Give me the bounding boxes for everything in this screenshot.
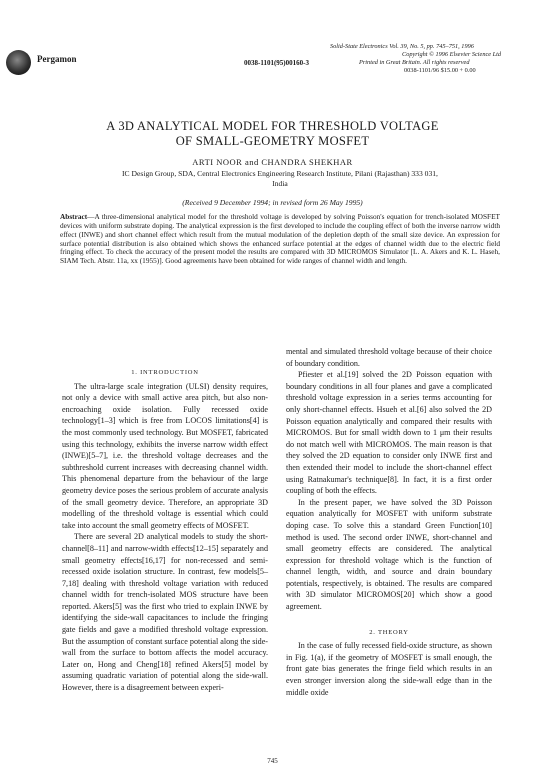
price-code: 0038-1101/96 $15.00 + 0.00 xyxy=(404,67,476,74)
printed-notice: Printed in Great Britain. All rights reserved xyxy=(359,59,470,66)
paper-title-line-2: OF SMALL-GEOMETRY MOSFET xyxy=(175,134,370,148)
authors: ARTI NOOR and CHANDRA SHEKHAR xyxy=(192,157,353,167)
issn-code: 0038-1101(95)00160-3 xyxy=(244,59,309,67)
affiliation xyxy=(60,169,500,189)
abstract-lead: Abstract xyxy=(60,212,88,221)
received-dates: (Received 9 December 1994; in revised form 26 May 1995) xyxy=(182,198,363,207)
theory-paragraph-1: In the case of fully recessed field-oxide structure, as shown in Fig. 1(a), if the geometry of MOSFET is small enough, the front gate bias generates the fringe field which results in an even stronger inversion along the side-wall edge than in the middle oxide xyxy=(286,641,492,697)
section-heading-introduction: 1. INTRODUCTION xyxy=(131,369,199,376)
abstract-text: —A three-dimensional analytical model for the threshold voltage is developed by solving Poisson's equation for trench-isolated MOSFET devices with uniform substrate doping. The analytical expression is the first developed to include the coupling effect of both the inverse narrow width effect (INWE) and short channel effect which result from the mutual modulation of the depletion depth of the small size device. An expression for surface potential distribution is also obtained which shows the enhanced surface potential at the edges of channel width due to the electric field fringing effect. To check the accuracy of the present model the results are compared with 3D MICROMOS Simulator [L. A. Akers and K. L. Haseh, SIAM Tech. Abstr. 11a, xx (1955)]. Good agreements have been obtained for wide ranges of channel width and length. xyxy=(60,212,500,266)
paper-title-line-1: A 3D ANALYTICAL MODEL FOR THRESHOLD VOLTAGE xyxy=(106,119,439,133)
intro-paragraph-1: The ultra-large scale integration (ULSI) density requires, not only a device with small active area pitch, but also non-encroaching oxide isolation. Fully recessed oxide technology[1–3] which is free from LOCOS limitations[4] is the most commonly used technology. But MOSFET, fabricated using this technology, exhibits the inverse narrow width effect (INWE)[5–7], i.e. the threshold voltage decreases and the subthreshold current increases with decreasing channel width. This phenomenal departure from the behaviour of the large geometry device poses the serious problem of accurate analysis of the small geometry device. Therefore, an appropriate 3D modelling of the threshold voltage is essential which could take into account the small geometry effects of MOSFET. xyxy=(62,381,268,530)
publisher-logo xyxy=(6,50,31,75)
intro-paragraph-2-continued: mental and simulated threshold voltage because of their choice of boundary condition. xyxy=(286,347,492,368)
affiliation-line-2: India xyxy=(272,179,288,188)
affiliation-line-1: IC Design Group, SDA, Central Electronics Engineering Research Institute, Pilani (Rajasthan) 333 031, xyxy=(122,169,438,178)
intro-paragraph-4: In the present paper, we have solved the 3D Poisson equation analytically for MOSFET with uniform substrate doping case. To solve this a standard Green Function[10] method is used. The second order INWE, short-channel and small geometry effects are considered. The analytical expression for threshold voltage which is the function of channel length, width, and source and drain boundary potentials, respectively, is obtained. The results are compared with 3D simulator MICROMOS[20] which show a good agreement. xyxy=(286,497,492,612)
abstract xyxy=(60,213,500,266)
left-column xyxy=(62,367,268,694)
section-heading-theory: 2. THEORY xyxy=(369,628,409,636)
intro-paragraph-3: Pfiester et al.[19] solved the 2D Poisson equation with boundary conditions in all four planes and gave a complicated threshold voltage expression in a series terms accounting for only short-channel effects. Hsueh et al.[6] also solved the 2D Poisson equation analytically and compared their results with MICROMOS. But for small width down to 1 μm their results do not match well with MICROMOS. The main reason is that they solved the 2D equation to consider only INWE first and then extended their model to include the short-channel effect using Ratnakumar's technique[8]. In fact, it is a first order coupling of both the effects. xyxy=(286,370,492,496)
copyright-notice: Copyright © 1996 Elsevier Science Ltd xyxy=(402,51,502,58)
journal-citation: Solid-State Electronics Vol. 39, No. 5, pp. 745–751, 1996 xyxy=(330,43,474,50)
intro-paragraph-2: There are several 2D analytical models to study the short-channel[8–11] and narrow-width effects[12–15] separately and small geometry effects[16,17] for non-recessed and semi-recessed oxide isolation structure. In contrast, few models[5–7,18] dealing with threshold voltage variation with reduced channel width for trench-isolated MOS structure have been reported. Akers[5] was the first who tried to explain INWE by identifying the side-wall capacitances to include the fringing gate fields and gave a modified threshold voltage expression. But the assumption of constant surface potential along the side-wall from the surface to bottom affects the model accuracy. Later on, Hong and Cheng[18] refined Akers[5] model by assuming quadratic variation of potential along the side-wall. However, there is a disagreement between experi- xyxy=(62,532,268,693)
publisher-name: Pergamon xyxy=(37,54,77,64)
right-column xyxy=(286,346,492,698)
page-number: 745 xyxy=(267,757,278,765)
